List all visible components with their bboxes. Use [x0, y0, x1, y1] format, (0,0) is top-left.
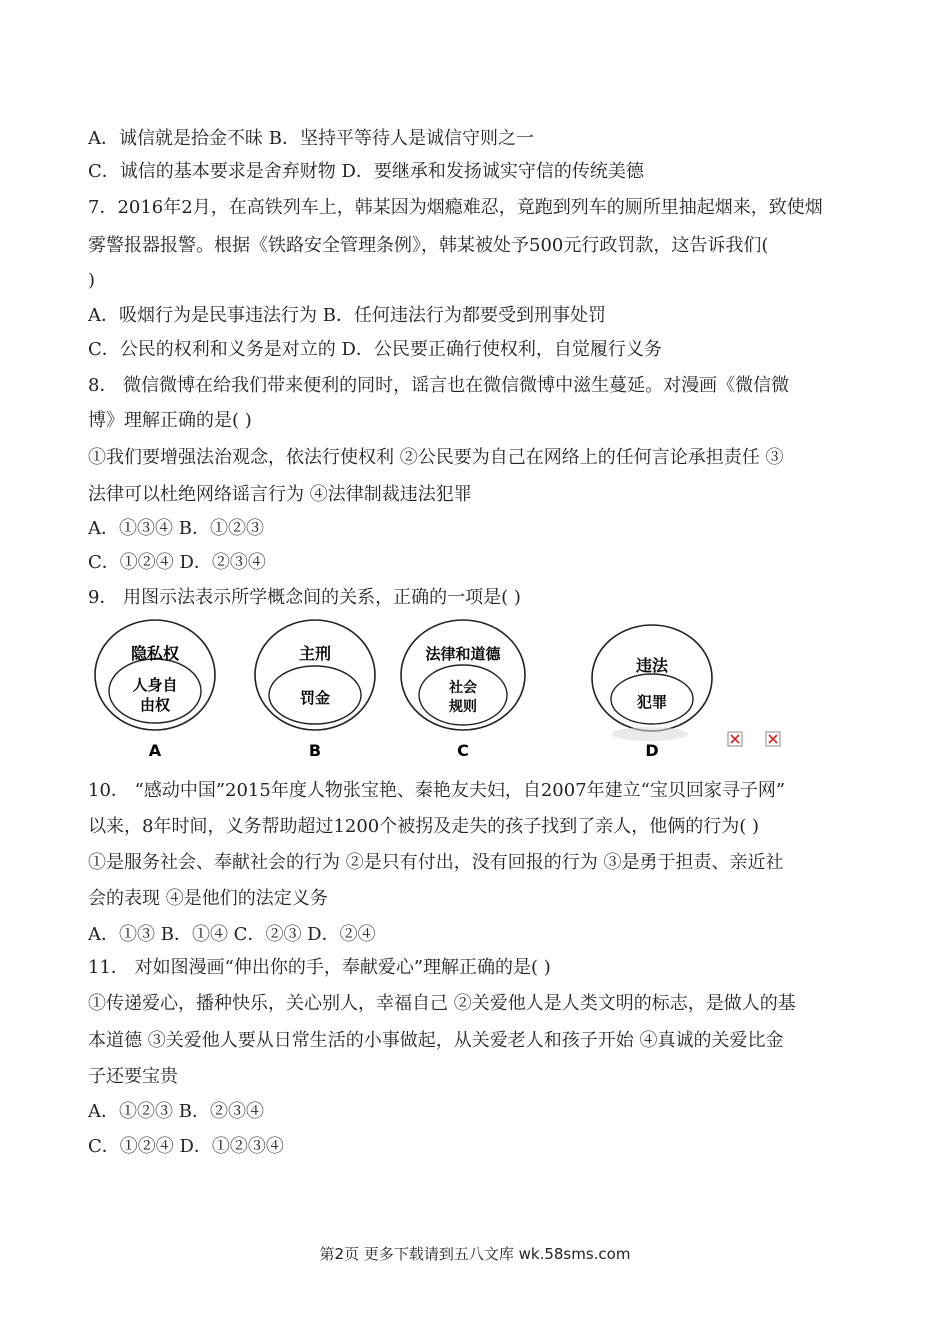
q7-option-line-1: A．吸烟行为是民事违法行为 B．任何违法行为都要受到刑事处罚	[88, 305, 606, 326]
q11-option-line-2: C．①②④ D．①②③④	[88, 1136, 284, 1157]
diagram-b-outer-label: 主刑	[298, 644, 332, 663]
q7-stem-line-1: 7．2016年2月，在高铁列车上，韩某因为烟瘾难忍，竟跑到列车的厕所里抽起烟来，致使烟	[88, 197, 823, 218]
diagram-c-inner-label-2: 规则	[449, 699, 477, 715]
q8-items-line-1: ①我们要增强法治观念，依法行使权利 ②公民要为自己在网络上的任何言论承担责任 ③	[88, 447, 784, 468]
q10-items-line-1: ①是服务社会、奉献社会的行为 ②是只有付出，没有回报的行为 ③是勇于担责、亲近社	[88, 852, 784, 873]
q11-items-line-2: 本道德 ③关爱他人要从日常生活的小事做起，从关爱老人和孩子开始 ④真诚的关爱比金	[88, 1030, 784, 1051]
q8-option-line-1: A．①③④ B．①②③	[88, 518, 264, 539]
q7-stem-line-3: )	[88, 270, 96, 291]
q8-items-line-2: 法律可以杜绝网络谣言行为 ④法律制裁违法犯罪	[88, 484, 472, 505]
q9-stem: 9． 用图示法表示所学概念间的关系，正确的一项是( )	[88, 587, 521, 608]
q11-option-line-1: A．①②③ B．②③④	[88, 1101, 264, 1122]
diagram-a	[95, 620, 215, 760]
q8-stem-line-2: 博》理解正确的是( )	[88, 410, 252, 431]
broken-image-icon	[766, 732, 780, 746]
q10-items-line-2: 会的表现 ④是他们的法定义务	[88, 888, 328, 909]
watermark-smudge	[612, 727, 688, 741]
diagram-c	[401, 620, 525, 760]
q9-concept-diagrams	[90, 615, 830, 765]
diagram-a-letter: A	[148, 741, 162, 760]
q11-stem: 11． 对如图漫画“伸出你的手，奉献爱心”理解正确的是( )	[88, 957, 551, 978]
diagram-b	[255, 620, 375, 760]
diagram-d	[592, 625, 712, 760]
diagram-d-outer-label: 违法	[635, 656, 669, 675]
q10-stem-line-1: 10． “感动中国”2015年度人物张宝艳、秦艳友夫妇，自2007年建立“宝贝回家寻子网”	[88, 780, 786, 801]
diagram-c-outer-label: 法律和道德	[425, 645, 501, 663]
q11-items-line-3: 子还要宝贵	[88, 1066, 178, 1087]
q10-options: A．①③ B．①④ C．②③ D．②④	[88, 924, 376, 945]
q8-option-line-2: C．①②④ D．②③④	[88, 552, 266, 573]
diagram-b-letter: B	[308, 741, 322, 760]
q6-option-line-1: A．诚信就是拾金不昧 B．坚持平等待人是诚信守则之一	[88, 128, 534, 149]
q7-option-line-2: C．公民的权利和义务是对立的 D．公民要正确行使权利，自觉履行义务	[88, 339, 662, 360]
diagram-a-outer-label: 隐私权	[130, 644, 180, 663]
diagram-a-inner-label-1: 人身自	[132, 676, 178, 694]
diagram-d-inner-label: 犯罪	[636, 693, 668, 711]
q8-stem-line-1: 8． 微信微博在给我们带来便利的同时，谣言也在微信微博中滋生蔓延。对漫画《微信微	[88, 375, 790, 396]
diagram-d-letter: D	[645, 741, 659, 760]
page-footer: 第2页 更多下载请到五八文库 wk.58sms.com	[319, 1245, 631, 1263]
q11-items-line-1: ①传递爱心，播种快乐，关心别人，幸福自己 ②关爱他人是人类文明的标志，是做人的基	[88, 993, 796, 1014]
q10-stem-line-2: 以来，8年时间，义务帮助超过1200个被拐及走失的孩子找到了亲人，他俩的行为( )	[88, 816, 760, 837]
broken-image-icon	[728, 732, 742, 746]
q7-stem-line-2: 雾警报器报警。根据《铁路安全管理条例》，韩某被处予500元行政罚款，这告诉我们(	[88, 235, 769, 256]
diagram-b-inner-label: 罚金	[299, 689, 331, 707]
diagram-c-inner-label-1: 社会	[449, 680, 477, 696]
diagram-a-inner-label-2: 由权	[139, 696, 171, 714]
diagram-c-letter: C	[457, 741, 469, 760]
q6-option-line-2: C．诚信的基本要求是舍弃财物 D．要继承和发扬诚实守信的传统美德	[88, 161, 644, 182]
